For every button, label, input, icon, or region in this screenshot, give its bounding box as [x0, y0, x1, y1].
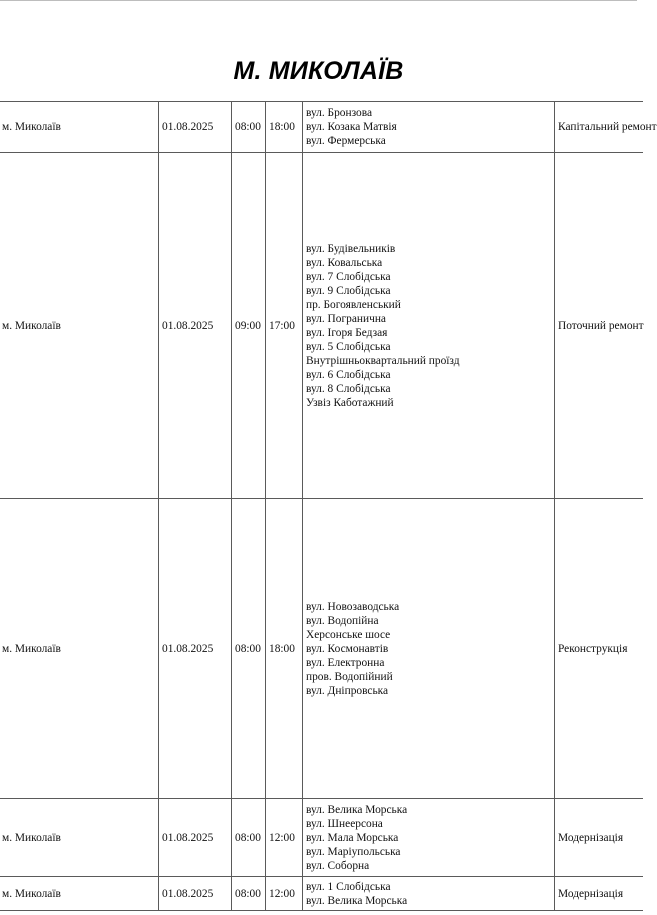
street-item: вул. Маріупольська: [306, 845, 401, 858]
end-time-cell: 18:00: [265, 101, 302, 152]
table-row: [0, 498, 643, 798]
work-type-cell: Реконструкція: [554, 498, 643, 798]
street-item: вул. Погранична: [306, 312, 386, 325]
date-cell: 01.08.2025: [158, 498, 231, 798]
date-cell: 01.08.2025: [158, 876, 231, 911]
street-item: вул. Ігоря Бедзая: [306, 326, 388, 339]
date-cell: 01.08.2025: [158, 152, 231, 498]
city-cell: м. Миколаїв: [0, 876, 158, 911]
start-time-cell: 09:00: [231, 152, 265, 498]
street-item: вул. Новозаводська: [306, 600, 400, 613]
street-item: вул. Велика Морська: [306, 803, 408, 816]
street-item: вул. Космонавтів: [306, 642, 389, 655]
street-item: вул. Ковальська: [306, 256, 383, 269]
date-cell: 01.08.2025: [158, 798, 231, 876]
street-item: вул. 6 Слобідська: [306, 368, 391, 381]
street-item: Узвіз Каботажний: [306, 396, 394, 409]
work-type-cell: Капітальний ремонт: [554, 101, 643, 152]
street-item: вул. Дніпровська: [306, 684, 389, 697]
table-row: [0, 101, 643, 152]
table-row: [0, 152, 643, 498]
end-time-cell: 17:00: [265, 152, 302, 498]
street-item: вул. 7 Слобідська: [306, 270, 391, 283]
street-item: Внутрішньоквартальний проїзд: [306, 354, 460, 367]
work-type-cell: Поточний ремонт: [554, 152, 643, 498]
street-item: вул. Фермерська: [306, 135, 386, 147]
street-item: вул. Електронна: [306, 656, 385, 669]
work-type-cell: Модернізація: [554, 798, 643, 876]
top-rule: [0, 0, 637, 1]
end-time-cell: 18:00: [265, 498, 302, 798]
page-title: М. МИКОЛАЇВ: [233, 57, 404, 85]
start-time-cell: 08:00: [231, 798, 265, 876]
street-item: вул. Мала Морська: [306, 831, 399, 844]
streets-cell: [302, 876, 554, 911]
outage-table-body: [0, 101, 657, 911]
street-item: вул. Велика Морська: [306, 894, 408, 907]
street-item: пр. Богоявленський: [306, 298, 401, 311]
street-item: вул. Водопійна: [306, 614, 379, 627]
streets-cell: [302, 798, 554, 876]
street-item: вул. 8 Слобідська: [306, 382, 391, 395]
city-cell: м. Миколаїв: [0, 798, 158, 876]
street-item: вул. Соборна: [306, 859, 370, 872]
streets-cell: [302, 498, 554, 798]
street-item: вул. 5 Слобідська: [306, 340, 391, 353]
street-item: вул. 9 Слобідська: [306, 284, 391, 297]
street-item: вул. Шнеерсона: [306, 817, 383, 830]
date-cell: 01.08.2025: [158, 101, 231, 152]
city-cell: м. Миколаїв: [0, 101, 158, 152]
outage-table: [0, 101, 657, 911]
street-item: вул. Бронзова: [306, 107, 373, 119]
street-item: вул. Козака Матвія: [306, 121, 397, 133]
table-row: [0, 876, 643, 911]
city-cell: м. Миколаїв: [0, 152, 158, 498]
city-cell: м. Миколаїв: [0, 498, 158, 798]
street-item: Херсонське шосе: [306, 628, 391, 641]
streets-cell: [302, 101, 554, 152]
street-item: вул. Будівельників: [306, 242, 396, 255]
work-type-cell: Модернізація: [554, 876, 643, 911]
start-time-cell: 08:00: [231, 101, 265, 152]
end-time-cell: 12:00: [265, 798, 302, 876]
start-time-cell: 08:00: [231, 876, 265, 911]
street-item: вул. 1 Слобідська: [306, 880, 391, 893]
start-time-cell: 08:00: [231, 498, 265, 798]
table-row: [0, 798, 643, 876]
end-time-cell: 12:00: [265, 876, 302, 911]
streets-cell: [302, 152, 554, 498]
street-item: пров. Водопійний: [306, 670, 393, 683]
